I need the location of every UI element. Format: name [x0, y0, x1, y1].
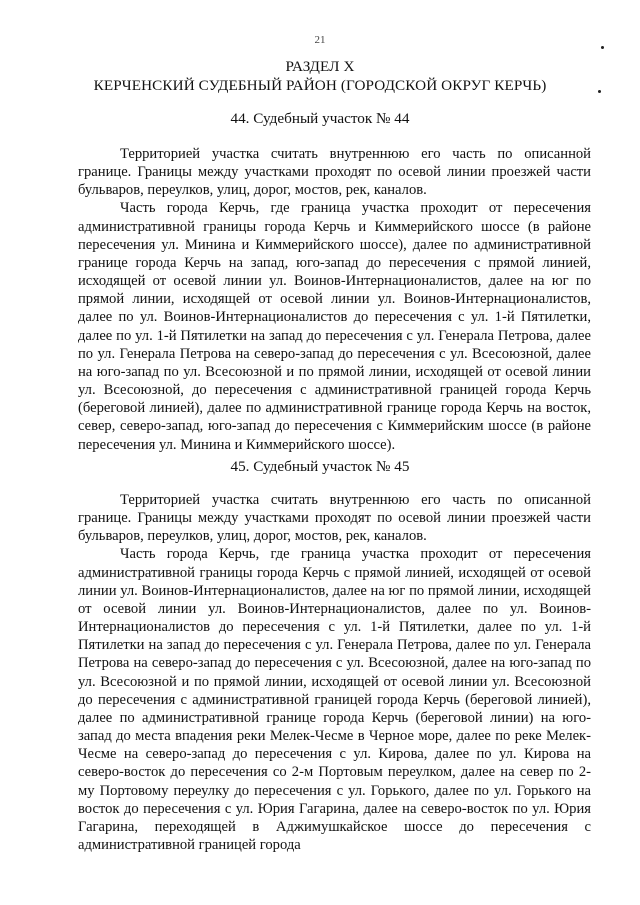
paragraph: Территорией участка считать внутреннюю его часть по описанной границе. Границы между участками проходят по осевой линии проезжей части бульваров, переулков, улиц, дорог, мостов, рек, каналов.: [78, 492, 591, 545]
scan-mark: [601, 46, 604, 49]
court-section-title-44: 44. Судебный участок № 44: [230, 110, 410, 127]
section-heading-line-2: КЕРЧЕНСКИЙ СУДЕБНЫЙ РАЙОН (ГОРОДСКОЙ ОКРУГ КЕРЧЬ): [93, 77, 547, 94]
section-heading-line-1: РАЗДЕЛ X: [285, 58, 355, 75]
court-section-45-body: [78, 491, 591, 854]
paragraph: Территорией участка считать внутреннюю его часть по описанной границе. Границы между участками проходят по осевой линии проезжей части бульваров, переулков, улиц, дорог, мостов, рек, каналов.: [78, 146, 591, 199]
paragraph: Часть города Керчь, где граница участка проходит от пересечения административной границы города Керчь с прямой линией, исходящей от осевой линии ул. Воинов-Интернационалистов, далее на юг по прямой линии, исходящей от осевой линии ул. Воинов-Интернационалистов, далее по ул. Воинов-Интернационалистов до пересечения с ул. 1-й Пятилетки, далее по ул. 1-й Пятилетки на запад до пересечения с ул. Генерала Петрова, далее по ул. Генерала Петрова на северо-запад до пересечения с ул. Всесоюзной, далее на юго-запад по ул. Всесоюзной и по прямой линии, исходящей от осевой линии ул. Всесоюзной до пересечения с административной границей города Керчь (береговой линией), далее по административной границе города Керчь (береговой линии) на юго-запад до места впадения реки Мелек-Чесме в Черное море, далее по реке Мелек-Чесме на северо-запад до пересечения с ул. Кирова, далее по ул. Кирова на северо-восток до пересечения со 2-м Портовым переулком, далее на север по 2-му Портовому переулку до пересечения с ул. Горького, далее по ул. Горького на восток до пересечения с ул. Юрия Гагарина, далее на северо-восток по ул. Юрия Гагарина, переходящей в Аджимушкайское шоссе до пересечения с административной границей города: [78, 546, 591, 853]
court-section-44-body: [78, 145, 591, 454]
paragraph: Часть города Керчь, где граница участка проходит от пересечения административной границы города Керчь и Киммерийского шоссе (в районе пересечения ул. Минина и Киммерийского шоссе), далее по административной границе города Керчь на запад, юго-запад до пересечения с прямой линией, исходящей от осевой линии ул. Воинов-Интернационалистов, далее на юг по прямой линии, исходящей от осевой линии ул. Воинов-Интернационалистов, далее по ул. Воинов-Интернационалистов до пересечения с ул. 1-й Пятилетки, далее по ул. 1-й Пятилетки на запад до пересечения с ул. Генерала Петрова, далее по ул. Генерала Петрова на северо-запад до пересечения с ул. Всесоюзной, далее на юго-запад по ул. Всесоюзной и по прямой линии, исходящей от осевой линии ул. Всесоюзной, до пересечения с административной границей города Керчь (береговой линией), далее по административной границе города Керчь на восток, север, северо-запад, юго-запад до пересечения с Киммерийским шоссе (в районе пересечения ул. Минина и Киммерийского шоссе).: [78, 200, 591, 453]
court-section-title-45: 45. Судебный участок № 45: [230, 458, 410, 475]
page-number: 21: [314, 34, 326, 46]
